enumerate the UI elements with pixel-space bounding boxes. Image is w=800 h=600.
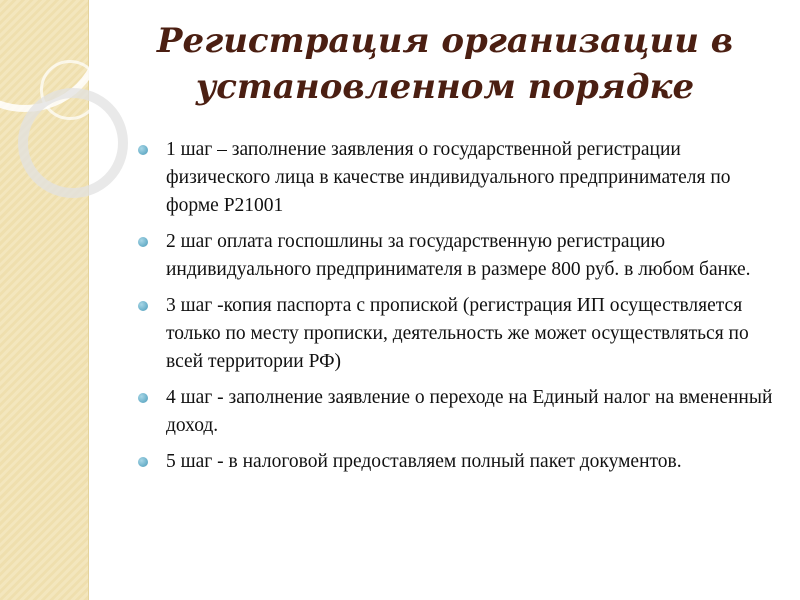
bullet-list bbox=[138, 136, 788, 484]
list-item-text: 5 шаг - в налоговой предоставляем полный пакет документов. bbox=[166, 451, 682, 472]
slide-title: Регистрация организации в установленном порядке bbox=[156, 21, 734, 107]
list-item-text: 2 шаг оплата госпошлины за государственную регистрацию индивидуального предпринимателя в размере 800 руб. в любом банке. bbox=[166, 231, 751, 280]
list-item-text: 1 шаг – заполнение заявления о государственной регистрации физического лица в качестве индивидуального предпринимателя по форме Р21001 bbox=[166, 139, 731, 216]
round-bullet-icon bbox=[138, 237, 148, 247]
list-item bbox=[138, 228, 788, 284]
list-item bbox=[138, 292, 788, 376]
list-item bbox=[138, 448, 788, 476]
list-item bbox=[138, 136, 788, 220]
round-bullet-icon bbox=[138, 393, 148, 403]
list-item-text: 4 шаг - заполнение заявление о переходе на Единый налог на вмененный доход. bbox=[166, 387, 773, 436]
round-bullet-icon bbox=[138, 301, 148, 311]
list-item-text: 3 шаг -копия паспорта с пропиской (регистрация ИП осуществляется только по месту прописки, деятельность же может осуществляться по всей территории РФ) bbox=[166, 295, 749, 372]
round-bullet-icon bbox=[138, 457, 148, 467]
round-bullet-icon bbox=[138, 145, 148, 155]
list-item bbox=[138, 384, 788, 440]
